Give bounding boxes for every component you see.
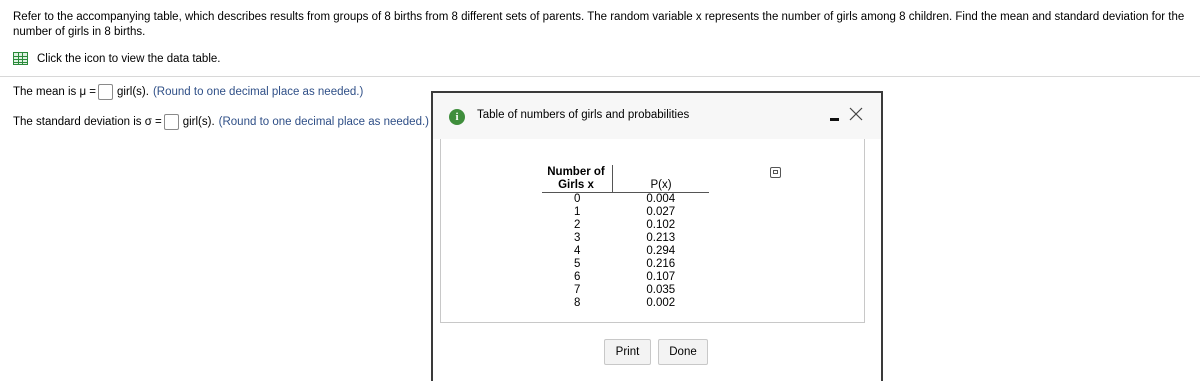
cell-p: 0.216 [646,258,676,270]
cell-x: 5 [574,258,581,270]
header-number-of-girls [542,165,613,193]
table-row [542,232,709,245]
cell-x: 1 [574,206,581,218]
sd-answer-line [13,114,429,130]
print-button[interactable]: Print [604,339,651,365]
table-row [542,245,709,258]
mean-input[interactable] [98,84,113,100]
cell-p: 0.004 [646,193,676,205]
cell-x: 7 [574,284,581,296]
cell-x: 6 [574,271,581,283]
cell-p: 0.213 [646,232,676,244]
sd-prefix: The standard deviation is σ = [13,116,162,128]
header-px: P(x) [613,165,710,193]
cell-p: 0.027 [646,206,676,218]
cell-p: 0.107 [646,271,676,283]
data-table-link-label: Click the icon to view the data table. [37,52,221,65]
data-table-dialog [431,91,883,381]
table-row [542,284,709,297]
cell-x: 4 [574,245,581,257]
question-text: Refer to the accompanying table, which describes results from groups of 8 births from 8 different sets of parents. The random variable x represents the number of girls among 8 children. Find the mean and standard deviation for the number of girls in 8 births. [13,11,1185,38]
cell-p: 0.102 [646,219,676,231]
table-row [542,206,709,219]
table-row [542,219,709,232]
header-x-line1: Number of [547,166,605,178]
copy-icon[interactable] [770,167,781,178]
probability-table [542,165,709,310]
header-x-line2: Girls x [558,179,594,191]
mean-unit: girl(s). [117,86,149,98]
sd-input[interactable] [164,114,179,130]
cell-x: 0 [574,193,581,205]
mean-hint: (Round to one decimal place as needed.) [152,86,364,98]
mean-prefix: The mean is μ = [13,86,97,98]
dialog-title: Table of numbers of girls and probabilities [477,109,690,121]
table-row [542,271,709,284]
cell-p: 0.035 [646,284,676,296]
close-icon[interactable] [849,107,863,121]
cell-p: 0.294 [646,245,676,257]
cell-x: 3 [574,232,581,244]
dialog-header [433,93,881,139]
cell-x: 2 [574,219,581,231]
done-button[interactable]: Done [658,339,708,365]
mean-answer-line [13,84,363,100]
table-row [542,258,709,271]
cell-p: 0.002 [646,297,676,309]
divider [0,76,1200,77]
info-icon: i [449,109,465,125]
data-table-link[interactable] [13,52,220,65]
cell-x: 8 [574,297,581,309]
sd-hint: (Round to one decimal place as needed.) [218,116,429,128]
table-icon[interactable] [13,52,28,65]
sd-unit: girl(s). [182,116,215,128]
table-row [542,297,709,310]
minimize-button[interactable] [830,118,839,121]
table-row [542,193,709,207]
